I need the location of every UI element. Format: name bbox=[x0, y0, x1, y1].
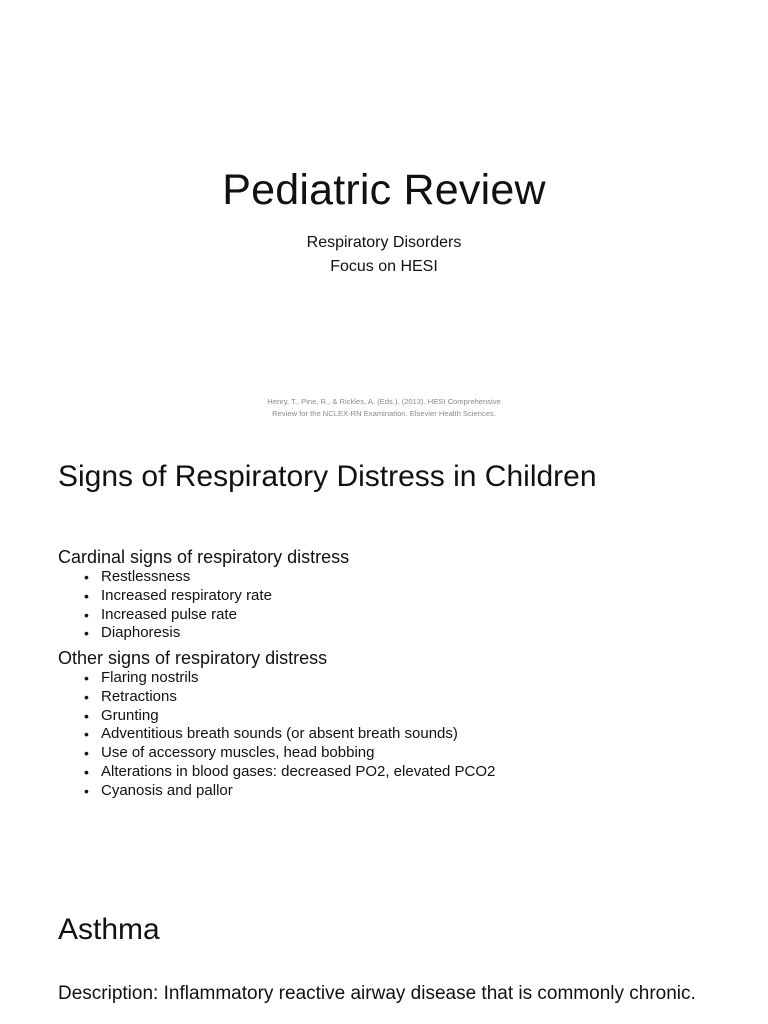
asthma-description: Description: Inflammatory reactive airway disease that is commonly chronic. bbox=[58, 983, 696, 1004]
other-signs-heading: Other signs of respiratory distress bbox=[58, 648, 328, 668]
list-item-text: Grunting bbox=[101, 706, 159, 724]
respiratory-distress-slide bbox=[0, 440, 768, 880]
bullet-icon: • bbox=[84, 707, 89, 724]
list-item-text: Diaphoresis bbox=[101, 624, 181, 642]
bullet-icon: • bbox=[84, 763, 89, 780]
presentation-title: Pediatric Review bbox=[222, 166, 546, 214]
list-item-text: Increased respiratory rate bbox=[101, 586, 272, 604]
list-item-text: Increased pulse rate bbox=[101, 605, 237, 623]
list-item-text: Restlessness bbox=[101, 568, 191, 585]
list-item bbox=[84, 763, 495, 782]
list-item bbox=[84, 707, 495, 726]
bullet-icon: • bbox=[84, 670, 89, 686]
title-slide bbox=[0, 0, 768, 440]
list-item-text: Flaring nostrils bbox=[101, 669, 199, 686]
bullet-icon: • bbox=[84, 688, 89, 705]
bullet-icon: • bbox=[84, 606, 89, 623]
list-item bbox=[84, 568, 272, 587]
bullet-icon: • bbox=[84, 726, 89, 743]
subtitle-line: Respiratory Disorders bbox=[306, 234, 462, 251]
bullet-icon: • bbox=[84, 569, 89, 585]
citation-text: Henry, T., Pine, R., & Rickles, A. (Eds.). (2013). HESI Comprehensive Review for the NCLEX-RN Examination. Elsevier Health Sciences. bbox=[267, 397, 501, 418]
list-item bbox=[84, 669, 495, 688]
list-item-text: Retractions bbox=[101, 687, 177, 705]
subtitle bbox=[0, 231, 768, 279]
list-item bbox=[84, 782, 495, 801]
list-item bbox=[84, 725, 495, 744]
other-signs-list bbox=[84, 669, 495, 801]
list-item bbox=[84, 744, 495, 763]
list-item-text: Alterations in blood gases: decreased PO2, elevated PCO2 bbox=[101, 762, 496, 780]
bullet-icon: • bbox=[84, 587, 89, 604]
slide-heading: Signs of Respiratory Distress in Children bbox=[58, 460, 597, 493]
bullet-icon: • bbox=[84, 745, 89, 762]
list-item-text: Cyanosis and pallor bbox=[101, 781, 233, 799]
list-item bbox=[84, 688, 495, 707]
subtitle-line: Focus on HESI bbox=[330, 258, 438, 275]
cardinal-signs-heading: Cardinal signs of respiratory distress bbox=[58, 547, 350, 567]
list-item bbox=[84, 587, 272, 606]
list-item bbox=[84, 606, 272, 625]
bullet-icon: • bbox=[84, 625, 89, 642]
list-item-text: Adventitious breath sounds (or absent breath sounds) bbox=[101, 725, 458, 743]
asthma-slide bbox=[0, 880, 768, 1024]
cardinal-signs-list bbox=[84, 568, 272, 643]
bullet-icon: • bbox=[84, 782, 89, 799]
list-item bbox=[84, 624, 272, 643]
list-item-text: Use of accessory muscles, head bobbing bbox=[101, 744, 375, 762]
slide-heading: Asthma bbox=[58, 913, 160, 946]
